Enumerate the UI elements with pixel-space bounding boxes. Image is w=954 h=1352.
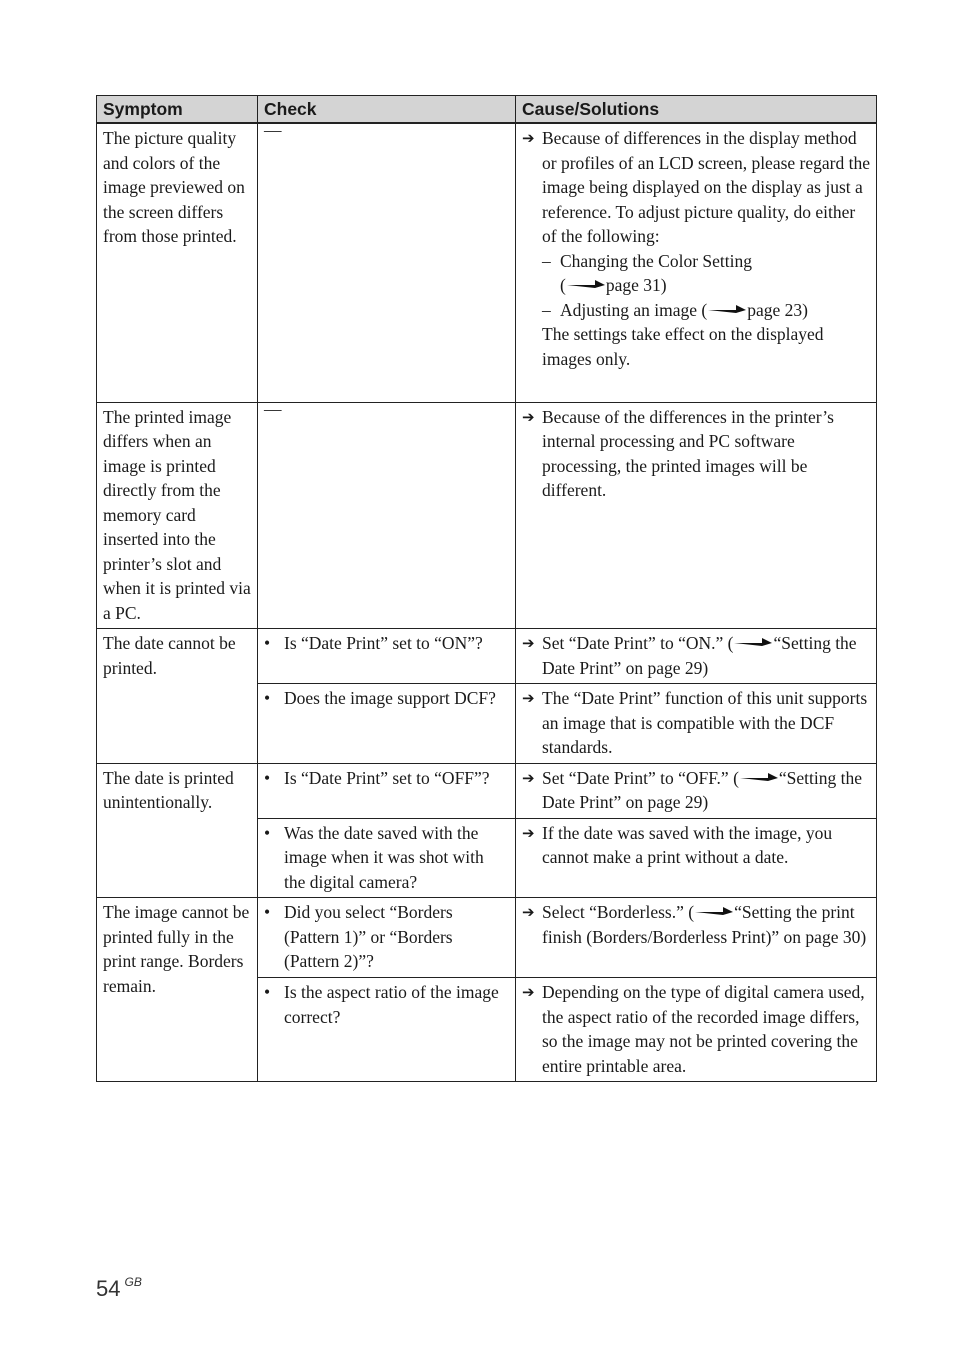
page-reference: “Setting the Date Print” on page 29): [542, 633, 857, 678]
cause-cell: [516, 123, 877, 402]
cause-cell: [516, 402, 877, 629]
bullet-mark: •: [264, 633, 271, 653]
solution-subitem: [522, 298, 870, 323]
cause-cell: [516, 818, 877, 898]
solution-item: [522, 631, 870, 680]
page-reference-arrow-icon: [708, 304, 746, 314]
troubleshooting-table: [96, 95, 877, 1082]
solution-text: Depending on the type of digital camera used, the aspect ratio of the recorded image differs, so the image may not be printed covering the entire printable area.: [542, 982, 865, 1076]
check-cell-empty: [258, 120, 516, 402]
table-row: [97, 898, 877, 978]
arrow-icon: ➔: [522, 129, 535, 147]
cause-cell: [516, 684, 877, 764]
cause-cell: [516, 629, 877, 684]
solution-text: Because of the differences in the printer’s internal processing and PC software processing, the printed images will be different.: [542, 406, 834, 500]
check-cell: [258, 978, 516, 1082]
solution-text: The “Date Print” function of this unit supports an image that is compatible with the DCF standards.: [542, 688, 868, 757]
check-item: [264, 980, 509, 1029]
page-reference: “Setting the Date Print” on page 29): [542, 767, 863, 812]
solution-item: [522, 405, 870, 503]
bullet-mark: •: [264, 982, 271, 1002]
solution-item: [522, 821, 870, 870]
solution-item: [522, 686, 870, 760]
bullet-mark: •: [264, 822, 271, 843]
table-header-row: [97, 96, 877, 124]
solution-text: Select “Borderless.” (: [542, 902, 695, 922]
en-dash-mark: –: [542, 299, 551, 320]
solution-text: Set “Date Print” to “ON.” (: [542, 633, 734, 653]
check-text: Is “Date Print” set to “ON”?: [284, 633, 483, 653]
cause-cell: [516, 978, 877, 1082]
solution-text: Because of differences in the display method or profiles of an LCD screen, please regard the image being displayed on the display as just a reference. To adjust picture quality, do either of the following:: [542, 128, 870, 246]
symptom-cell: The printed image differs when an image is printed directly from the memory card inserted into the printer’s slot and when it is printed via a PC.: [97, 402, 258, 629]
en-dash-mark: –: [542, 250, 551, 271]
page-reference-arrow-icon: [740, 772, 778, 782]
page-footer: [96, 1276, 142, 1302]
check-cell: [258, 684, 516, 764]
dash-mark: —: [264, 120, 282, 140]
solution-item: [522, 900, 870, 949]
check-cell: [258, 898, 516, 978]
page-reference-arrow-icon: [567, 279, 605, 289]
solution-text: If the date was saved with the image, you cannot make a print without a date.: [542, 822, 833, 867]
check-item: [264, 686, 509, 711]
page-reference: “Setting the print finish (Borders/Borderless Print)” on page 30): [542, 902, 867, 947]
check-item: [264, 766, 509, 791]
arrow-icon: ➔: [522, 823, 535, 842]
header-check: Check: [258, 96, 516, 124]
page-reference: page 31): [605, 275, 667, 295]
arrow-icon: ➔: [522, 768, 535, 787]
table-row: [97, 402, 877, 629]
arrow-icon: ➔: [522, 634, 535, 652]
dash-mark: —: [264, 398, 282, 419]
check-text: Was the date saved with the image when it was shot with the digital camera?: [284, 822, 484, 892]
solution-subitem: [522, 249, 870, 298]
header-cause-solutions: Cause/Solutions: [516, 96, 877, 124]
check-cell: [258, 818, 516, 898]
arrow-icon: ➔: [522, 689, 535, 707]
subitem-text: Adjusting an image (: [560, 299, 708, 320]
symptom-cell: The date is printed unintentionally.: [97, 763, 258, 898]
page-reference-arrow-icon: [734, 637, 772, 647]
cause-cell: [516, 763, 877, 818]
check-item: [264, 900, 509, 974]
solution-item: [522, 766, 870, 815]
check-item: [264, 631, 509, 656]
arrow-icon: ➔: [522, 407, 535, 426]
page-number: 54: [96, 1276, 121, 1301]
symptom-cell: The picture quality and colors of the image previewed on the screen differs from those printed.: [97, 123, 258, 402]
bullet-mark: •: [264, 902, 271, 922]
solution-item: [522, 126, 870, 249]
symptom-cell: The image cannot be printed fully in the print range. Borders remain.: [97, 898, 258, 1082]
solution-note: The settings take effect on the displayed images only.: [542, 324, 824, 369]
check-cell-empty: [258, 398, 516, 629]
solution-item: [522, 980, 870, 1078]
page-reference-arrow-icon: [695, 906, 733, 916]
bullet-mark: •: [264, 767, 271, 788]
check-item: [264, 821, 509, 895]
header-symptom: Symptom: [97, 96, 258, 124]
bullet-mark: •: [264, 688, 271, 708]
arrow-icon: ➔: [522, 903, 535, 921]
subitem-text: Changing the Color Setting: [560, 250, 753, 271]
cause-cell: [516, 898, 877, 978]
page-reference: page 23): [747, 299, 809, 320]
check-cell: [258, 629, 516, 684]
solution-text: Set “Date Print” to “OFF.” (: [542, 767, 739, 788]
table-row: [97, 763, 877, 818]
check-text: Is the aspect ratio of the image correct?: [284, 982, 499, 1027]
check-cell: [258, 763, 516, 818]
check-text: Did you select “Borders (Pattern 1)” or “Borders (Pattern 2)”?: [284, 902, 453, 971]
region-code: GB: [124, 1275, 142, 1289]
symptom-cell: The date cannot be printed.: [97, 629, 258, 764]
check-text: Is “Date Print” set to “OFF”?: [284, 767, 490, 788]
arrow-icon: ➔: [522, 983, 535, 1001]
paren-open: (: [560, 275, 566, 295]
table-row: [97, 629, 877, 684]
check-text: Does the image support DCF?: [284, 688, 496, 708]
table-row: [97, 123, 877, 402]
